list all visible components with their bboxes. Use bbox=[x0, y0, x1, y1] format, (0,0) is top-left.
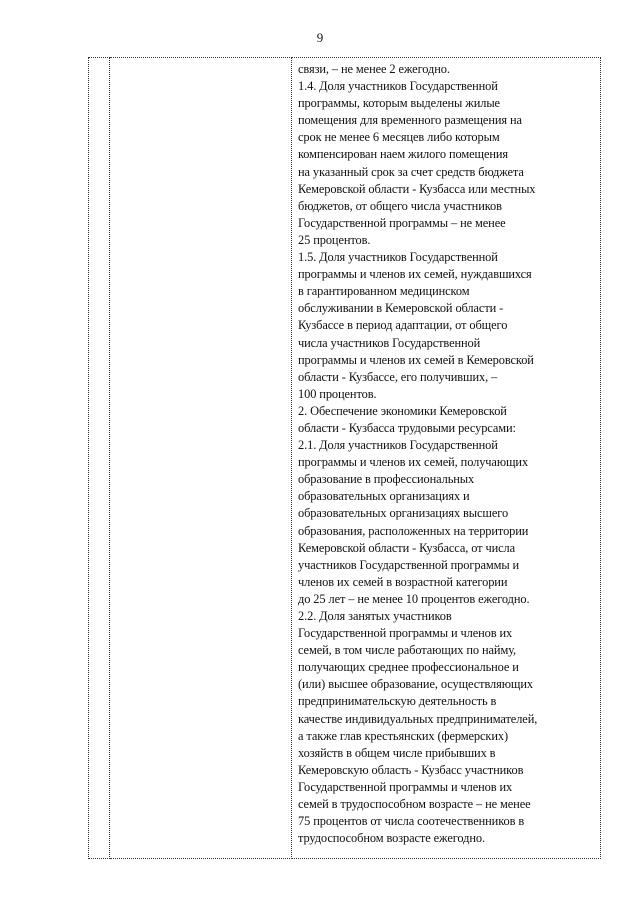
text-line: Кузбассе в период адаптации, от общего bbox=[298, 318, 508, 333]
text-line: программы и членов их семей, нуждавшихся bbox=[298, 267, 532, 282]
text-line: Государственной программы и членов их bbox=[298, 779, 513, 794]
row-number-cell bbox=[89, 58, 110, 859]
text-line: 25 процентов. bbox=[298, 232, 371, 247]
text-line: (или) высшее образование, осуществляющих bbox=[298, 677, 533, 692]
text-line: образование в профессиональных bbox=[298, 472, 475, 487]
text-line: области - Кузбасса трудовыми ресурсами: bbox=[298, 420, 516, 435]
text-line: получающих среднее профессиональное и bbox=[298, 660, 519, 675]
text-line: семей, в том числе работающих по найму, bbox=[298, 643, 517, 658]
text-line: предпринимательскую деятельность в bbox=[298, 694, 497, 709]
text-line: семей в трудоспособном возрасте – не менее bbox=[298, 797, 531, 812]
text-line: 75 процентов от числа соотечественников в bbox=[298, 814, 525, 829]
text-line: обслуживании в Кемеровской области - bbox=[298, 301, 504, 316]
text-line: программы, которым выделены жилые bbox=[298, 96, 500, 111]
text-line: 2.1. Доля участников Государственной bbox=[298, 438, 498, 453]
text-line: а также глав крестьянских (фермерских) bbox=[298, 728, 508, 743]
text-line: числа участников Государственной bbox=[298, 335, 481, 350]
expected-results-text bbox=[292, 58, 600, 847]
expected-results-cell bbox=[292, 58, 601, 859]
text-line: участников Государственной программы и bbox=[298, 557, 520, 572]
text-line: 1.5. Доля участников Государственной bbox=[298, 250, 498, 265]
text-line: на указанный срок за счет средств бюджета bbox=[298, 164, 524, 179]
text-line: образовательных организациях и bbox=[298, 489, 470, 504]
text-line: до 25 лет – не менее 10 процентов ежегодно. bbox=[298, 591, 530, 606]
text-line: 100 процентов. bbox=[298, 386, 377, 401]
text-line: помещения для временного размещения на bbox=[298, 113, 522, 128]
text-line: бюджетов, от общего числа участников bbox=[298, 198, 502, 213]
text-line: качестве индивидуальных предпринимателей, bbox=[298, 711, 538, 726]
text-line: образовательных организациях высшего bbox=[298, 506, 509, 521]
table-row bbox=[89, 58, 601, 859]
text-line: Кемеровской области - Кузбасса, от числа bbox=[298, 540, 516, 555]
text-line: образования, расположенных на территории bbox=[298, 523, 529, 538]
text-line: срок не менее 6 месяцев либо которым bbox=[298, 130, 500, 145]
text-line: компенсирован наем жилого помещения bbox=[298, 147, 509, 162]
text-line: связи, – не менее 2 ежегодно. bbox=[298, 62, 450, 76]
text-line: Государственной программы и членов их bbox=[298, 626, 513, 641]
text-line: Кемеровской области - Кузбасса или местных bbox=[298, 181, 536, 196]
text-line: Кемеровскую область - Кузбасс участников bbox=[298, 762, 524, 777]
page-number: 9 bbox=[316, 30, 324, 45]
text-line: членов их семей в возрастной категории bbox=[298, 574, 508, 589]
text-line: Государственной программы – не менее bbox=[298, 215, 506, 230]
text-line: хозяйств в общем числе прибывших в bbox=[298, 745, 496, 760]
text-line: области - Кузбассе, его получивших, – bbox=[298, 369, 498, 384]
indicator-name-cell bbox=[110, 58, 292, 859]
text-line: программы и членов их семей в Кемеровской bbox=[298, 352, 534, 367]
text-line: 2.2. Доля занятых участников bbox=[298, 609, 452, 623]
text-line: в гарантированном медицинском bbox=[298, 284, 470, 299]
text-line: 1.4. Доля участников Государственной bbox=[298, 79, 498, 94]
text-line: программы и членов их семей, получающих bbox=[298, 455, 529, 470]
text-line: трудоспособном возрасте ежегодно. bbox=[298, 831, 485, 846]
text-line: 2. Обеспечение экономики Кемеровской bbox=[298, 403, 507, 418]
targets-table bbox=[88, 57, 601, 859]
